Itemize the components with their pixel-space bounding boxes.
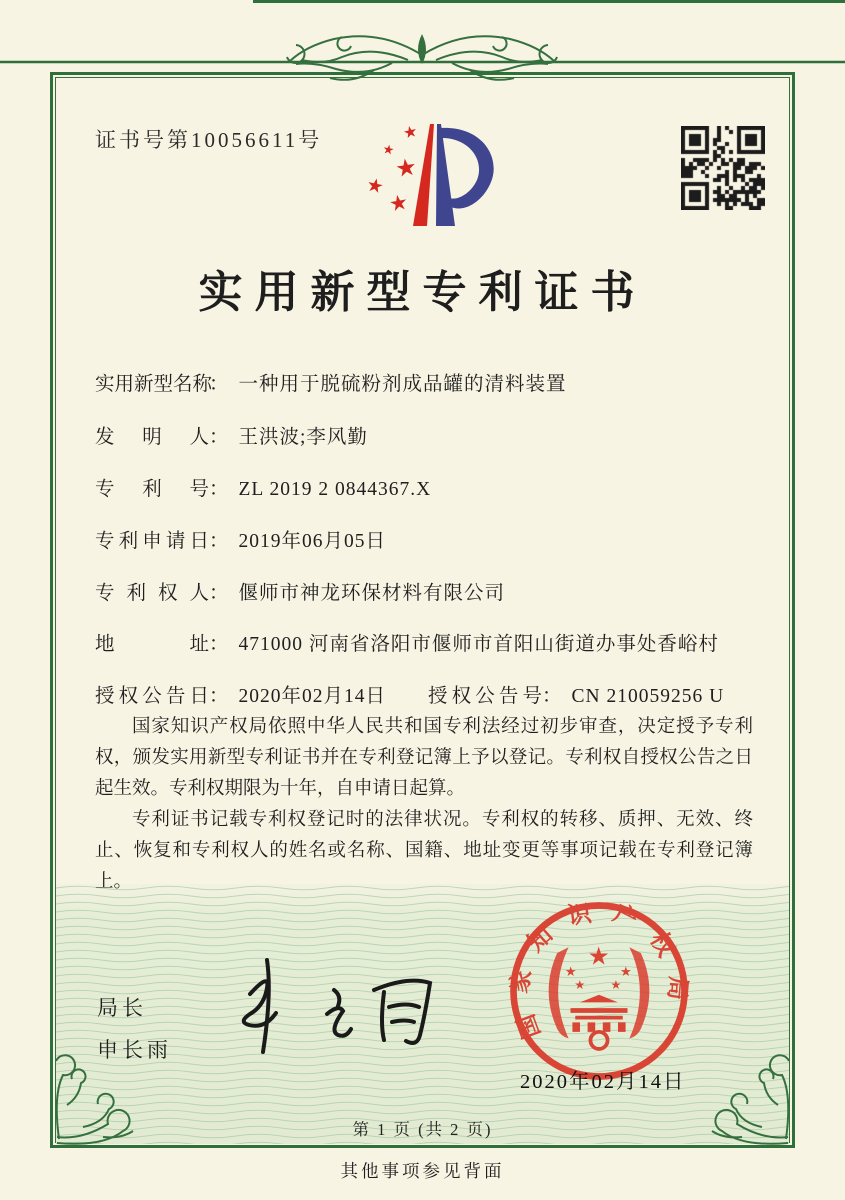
field-value: 2020年02月14日 xyxy=(238,686,387,707)
svg-text:★: ★ xyxy=(574,978,586,993)
svg-text:★: ★ xyxy=(364,173,386,199)
certificate-number: 证书号第10056611号 xyxy=(95,128,323,152)
field-label: 专利权人 xyxy=(95,583,209,604)
field-label: 发明人 xyxy=(95,427,209,448)
qr-code xyxy=(681,126,765,210)
field-label: 授权公告日 xyxy=(95,686,209,707)
colon: ： xyxy=(209,634,229,655)
back-side-note: 其他事项参见背面 xyxy=(340,1161,505,1181)
commissioner-signature-icon xyxy=(222,952,462,1067)
colon: ： xyxy=(209,531,229,552)
field-value: 王洪波;李风勤 xyxy=(238,427,368,448)
field-row-inventor xyxy=(95,421,368,449)
certificate-title: 实用新型专利证书 xyxy=(198,268,647,317)
page-indicator: 第 1 页 (共 2 页) xyxy=(352,1120,493,1139)
legal-text xyxy=(95,712,753,898)
field-value: CN 210059256 U xyxy=(571,686,725,707)
svg-text:★: ★ xyxy=(381,142,396,159)
colon: ： xyxy=(542,686,562,707)
colon: ： xyxy=(209,374,229,395)
field-label: 实用新型名称 xyxy=(95,374,213,395)
field-row-patentee xyxy=(95,577,505,605)
field-row-grant xyxy=(95,680,724,708)
field-label: 地址 xyxy=(95,634,209,655)
commissioner-name: 申长雨 xyxy=(97,1038,172,1062)
legal-paragraph-1: 国家知识产权局依照中华人民共和国专利法经过初步审查，决定授予专利权，颁发实用新型专利证书并在专利登记簿上予以登记。专利权自授权公告之日起生效。专利权期限为十年，自申请日起算。 xyxy=(95,717,753,799)
svg-text:★: ★ xyxy=(401,121,420,143)
top-edge-line xyxy=(253,0,845,3)
field-value: 偃师市神龙环保材料有限公司 xyxy=(238,583,506,604)
colon: ： xyxy=(209,427,229,448)
colon: ： xyxy=(209,686,229,707)
svg-text:★: ★ xyxy=(610,978,622,993)
field-value: 2019年06月05日 xyxy=(238,531,387,552)
field-row-filing-date xyxy=(95,525,386,553)
field-value: 一种用于脱硫粉剂成品罐的清料装置 xyxy=(238,374,567,395)
legal-paragraph-2: 专利证书记载专利权登记时的法律状况。专利权的转移、质押、无效、终止、恢复和专利权人的姓名或名称、国籍、地址变更等事项记载在专利登记簿上。 xyxy=(95,810,753,892)
cnipa-logo-icon xyxy=(343,118,503,238)
field-label: 专利申请日 xyxy=(95,531,209,552)
center-leaf xyxy=(418,34,426,64)
cnipa-seal-icon xyxy=(504,896,694,1086)
svg-text:★: ★ xyxy=(619,964,632,980)
national-emblem xyxy=(549,941,650,1049)
svg-text:★: ★ xyxy=(587,941,610,971)
seal-date: 2020年02月14日 xyxy=(520,1071,686,1093)
seal-text: 国家知识产权局 xyxy=(506,898,691,1042)
field-value: 471000 河南省洛阳市偃师市首阳山街道办事处香峪村 xyxy=(238,634,719,655)
commissioner-title: 局长 xyxy=(97,996,147,1020)
field-value: ZL 2019 2 0844367.X xyxy=(238,479,432,500)
field-row-address xyxy=(95,628,719,656)
field-row-name xyxy=(95,368,567,396)
colon: ： xyxy=(209,583,229,604)
svg-text:★: ★ xyxy=(393,152,419,184)
colon: ： xyxy=(209,479,229,500)
field-row-patent-no xyxy=(95,473,431,501)
field-label: 专利号 xyxy=(95,479,209,500)
svg-text:★: ★ xyxy=(387,189,410,217)
svg-text:★: ★ xyxy=(564,964,577,980)
field-label: 授权公告号 xyxy=(428,686,543,707)
